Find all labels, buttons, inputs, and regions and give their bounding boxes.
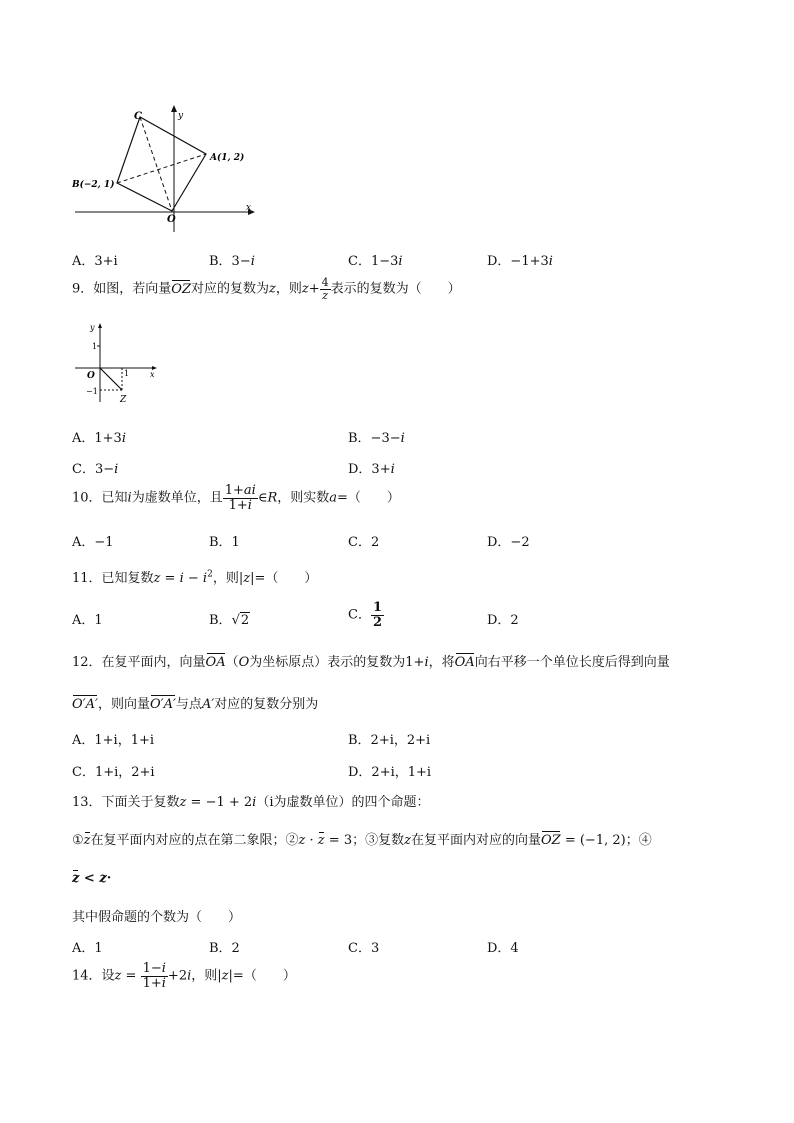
q10-stem: 10．已知i为虚数单位，且 $\frac{1+ai}{1+i}$ ∈R，则实数a=（ ） [72, 483, 400, 513]
q13-propositions: ①z在复平面内对应的点在第二象限；②z · z = 3；③复数z在复平面内对应的向量OZ = (−1, 2)；④ [72, 833, 652, 848]
q9-option-c: C．3−i [72, 462, 119, 477]
q8-label-a: A(1, 2) [210, 153, 245, 163]
q11-option-a: A．1 [72, 613, 103, 628]
q14-stem: 14．设z = $\frac{1-i}{1+i}$ +2i，则|z|=（ ） [72, 961, 296, 991]
svg-text:y: y [90, 323, 95, 332]
q13-question: 其中假命题的个数为（ ） [72, 910, 242, 925]
q9-option-a: A．1+3i [72, 431, 126, 446]
svg-text:−1: −1 [86, 387, 98, 396]
q12-stem-line2: O′A′，则向量O′A′与点A′对应的复数分别为 [72, 697, 319, 712]
q8-option-c: C．1−3i [348, 254, 403, 269]
q10-option-c: C．2 [348, 535, 380, 550]
q13-proposition-4: z < z· [72, 871, 112, 886]
q11-stem: 11．已知复数$z = i - i^2$，则|z|=（ ） [72, 569, 318, 586]
q11-option-c: C． $\frac{1}{2}$ [348, 600, 382, 630]
q11-option-b: B．√2 [209, 613, 250, 628]
q9-option-b: B．−3−i [348, 431, 405, 446]
q11-option-d: D．2 [487, 613, 519, 628]
q10-option-b: B．1 [209, 535, 240, 550]
q8-figure [70, 100, 260, 240]
q13-option-b: B．2 [209, 941, 240, 956]
q13-option-a: A．1 [72, 941, 103, 956]
q8-label-o: O [167, 214, 176, 225]
q13-option-c: C．3 [348, 941, 380, 956]
q10-option-a: A．−1 [72, 535, 114, 550]
q9-option-d: D．3+i [348, 462, 395, 477]
svg-text:1: 1 [92, 342, 98, 351]
svg-text:O: O [87, 371, 95, 381]
q12-option-a: A．1+i，1+i [72, 733, 155, 748]
q10-option-d: D．−2 [487, 535, 530, 550]
q13-stem: 13．下面关于复数z = −1 + 2i（i为虚数单位）的四个命题： [72, 795, 430, 810]
q8-label-c: C [134, 111, 142, 122]
svg-text:x: x [150, 370, 155, 379]
svg-text:Z: Z [120, 395, 127, 405]
svg-text:1: 1 [124, 369, 130, 378]
q12-option-c: C．1+i，2+i [72, 765, 155, 780]
q8-label-x: x [246, 203, 252, 213]
q12-option-d: D．2+i，1+i [348, 765, 432, 780]
q12-option-b: B．2+i，2+i [348, 733, 431, 748]
q9-stem: 9．如图，若向量OZ对应的复数为z，则z+ $\frac{4}{z}$ 表示的复数为（ ） [72, 276, 461, 302]
q8-option-d: D．−1+3i [487, 254, 553, 269]
q8-label-y: y [178, 111, 184, 121]
q12-stem-line1: 12．在复平面内，向量OA（O为坐标原点）表示的复数为1+i，将OA向右平移一个单位长度后得到向量 [72, 655, 670, 670]
q8-parallelogram [117, 117, 206, 211]
q8-option-b: B．3−i [209, 254, 255, 269]
q8-label-b: B(−2, 1) [72, 180, 115, 190]
q8-option-a: A．3+i [72, 254, 118, 269]
q9-figure [70, 320, 165, 405]
q13-option-d: D．4 [487, 941, 519, 956]
